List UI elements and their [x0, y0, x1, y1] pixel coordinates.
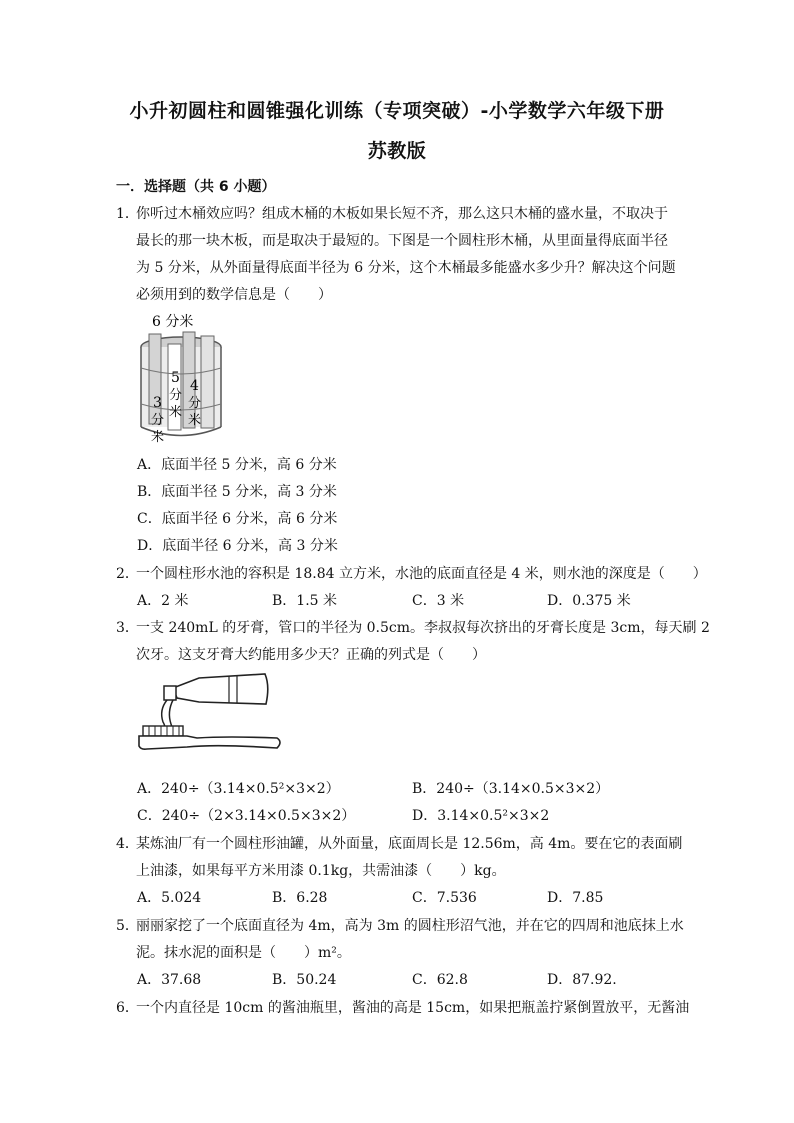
q3-option-c: C．240÷（2×3.14×0.5×3×2） [137, 808, 356, 824]
q5-line-1 [116, 915, 684, 935]
q4-option-a: A．5.024 [137, 890, 202, 906]
q5-text-2: 泥。抹水泥的面积是（ ）m²。 [136, 945, 351, 961]
q2-text: 一个圆柱形水池的容积是 18.84 立方米，水池的底面直径是 4 米，则水池的深度是（ ） [136, 566, 707, 582]
q2-number: 2． [116, 566, 139, 582]
q5-number: 5． [116, 918, 139, 934]
q1-option-b: B．底面半径 5 分米，高 3 分米 [137, 484, 337, 500]
barrel-label-4: 4 [190, 378, 199, 394]
q1-text-2: 最长的那一块木板，而是取决于最短的。下图是一个圆柱形木桶，从里面量得底面半径 [136, 233, 668, 249]
q2-line-1 [116, 563, 707, 583]
toothbrush-handle [139, 736, 280, 749]
barrel-label-4-unit-2: 米 [188, 413, 202, 428]
q3-option-d: D．3.14×0.5²×3×2 [412, 808, 550, 824]
q1-option-a: A．底面半径 5 分米，高 6 分米 [137, 457, 337, 473]
q4-number: 4． [116, 836, 139, 852]
q3-toothpaste-figure [137, 670, 283, 760]
q1-text-3: 为 5 分米，从外面量得底面半径为 6 分米，这个木桶最多能盛水多少升？解决这个问题 [136, 260, 676, 276]
barrel-stave-3 [201, 336, 214, 428]
barrel-label-5-unit-1: 分 [169, 388, 183, 403]
barrel-label-6: 6 分米 [152, 314, 194, 330]
q4-option-c: C．7.536 [412, 890, 477, 906]
q4-option-b: B．6.28 [272, 890, 328, 906]
q1-option-c: C．底面半径 6 分米，高 6 分米 [137, 511, 338, 527]
barrel-label-5: 5 [171, 370, 180, 386]
barrel-label-3: 3 [153, 395, 162, 411]
q5-option-d: D．87.92. [547, 972, 617, 988]
q1-option-d: D．底面半径 6 分米，高 3 分米 [137, 538, 338, 554]
q1-barrel-figure [135, 310, 235, 444]
q2-option-d: D．0.375 米 [547, 593, 631, 609]
q1-text-4: 必须用到的数学信息是（ ） [136, 287, 332, 303]
q1-text-1: 你听过木桶效应吗？组成木桶的木板如果长短不齐，那么这只木桶的盛水量，不取决于 [136, 206, 668, 222]
toothpaste-tube [173, 674, 268, 704]
q6-text-1: 一个内直径是 10cm 的酱油瓶里，酱油的高是 15cm，如果把瓶盖拧紧倒置放平，无酱油 [136, 1000, 690, 1016]
q1-number: 1． [116, 206, 139, 222]
q3-line-1 [116, 617, 710, 637]
q6-number: 6． [116, 1000, 139, 1016]
q3-text-2: 次牙。这支牙膏大约能用多少天？正确的列式是（ ） [136, 647, 486, 663]
q4-line-1 [116, 833, 682, 853]
q2-option-c: C．3 米 [412, 593, 465, 609]
q3-option-b: B．240÷（3.14×0.5×3×2） [412, 781, 610, 797]
q5-option-a: A．37.68 [137, 972, 202, 988]
q3-text-1: 一支 240mL 的牙膏，管口的半径为 0.5cm。李叔叔每次挤出的牙膏长度是 3cm，每天刷 2 [136, 620, 710, 636]
q4-text-2: 上油漆，如果每平方米用漆 0.1kg，共需油漆（ ）kg。 [136, 863, 506, 879]
section-heading: 一．选择题（共 6 小题） [116, 179, 276, 195]
q5-option-c: C．62.8 [412, 972, 468, 988]
q5-option-b: B．50.24 [272, 972, 337, 988]
q2-option-b: B．1.5 米 [272, 593, 338, 609]
doc-title-line1: 小升初圆柱和圆锥强化训练（专项突破）-小学数学六年级下册 [129, 100, 665, 122]
q4-text-1: 某炼油厂有一个圆柱形油罐，从外面量，底面周长是 12.56m，高 4m。要在它的表面刷 [136, 836, 683, 852]
q6-line-1 [116, 997, 689, 1017]
q4-option-d: D．7.85 [547, 890, 604, 906]
barrel-label-5-unit-2: 米 [169, 405, 183, 420]
q3-number: 3． [116, 620, 139, 636]
q5-text-1: 丽丽家挖了一个底面直径为 4m，高为 3m 的圆柱形沼气池，并在它的四周和池底抹上水 [136, 918, 684, 934]
barrel-label-4-unit-1: 分 [188, 396, 202, 411]
barrel-label-3-unit-2: 米 [151, 430, 165, 444]
barrel-label-3-unit-1: 分 [151, 413, 165, 428]
q1-line-1 [116, 203, 668, 223]
doc-title-line2: 苏教版 [367, 140, 427, 162]
q2-option-a: A．2 米 [137, 593, 189, 609]
q3-option-a: A．240÷（3.14×0.5²×3×2） [137, 781, 340, 797]
toothpaste-cap [164, 686, 176, 700]
